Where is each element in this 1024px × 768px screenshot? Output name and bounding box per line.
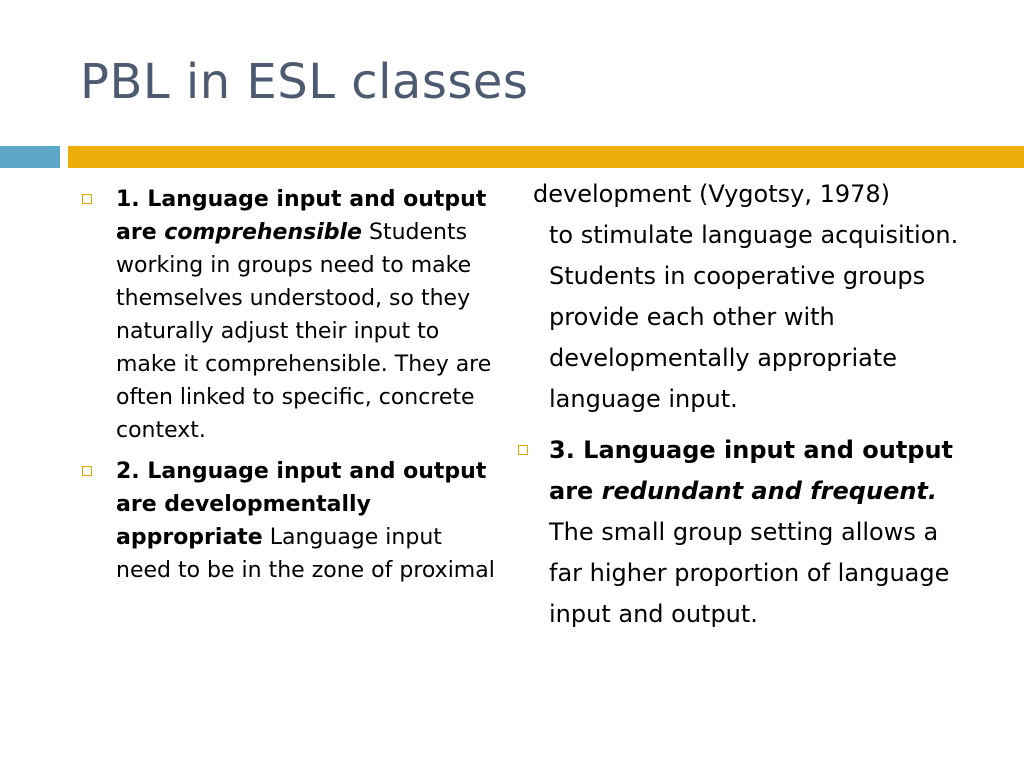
item2-heading: 2. Language input and output are developmentally appropriate xyxy=(116,459,487,550)
bullet-item-2 xyxy=(80,455,495,587)
right-column xyxy=(513,174,973,643)
square-bullet-icon xyxy=(82,194,92,204)
accent-bar-blue xyxy=(0,146,60,168)
bullet-item-3 xyxy=(513,430,973,635)
item1-heading: 1. Language input and output are xyxy=(116,187,487,245)
bullet-item-1 xyxy=(80,183,495,447)
item2-body: Language input need to be in the zone of proximal xyxy=(116,525,495,583)
square-bullet-icon xyxy=(518,445,528,455)
left-column xyxy=(80,183,495,595)
item3-heading-emphasis: redundant and frequent. xyxy=(601,477,938,505)
continuation-text: to stimulate language acquisition. Students in cooperative groups provide each other with developmentally appropriate language input. xyxy=(549,221,959,413)
item1-body: Students working in groups need to make themselves understood, so they naturally adjust their input to make it comprehensible. They are often linked to specific, concrete context. xyxy=(116,220,492,443)
item3-heading: 3. Language input and output are xyxy=(549,436,954,505)
continuation-first-line: development (Vygotsy, 1978) xyxy=(533,180,891,208)
accent-bar-gold xyxy=(68,146,1024,168)
square-bullet-icon xyxy=(82,466,92,476)
item1-heading-emphasis: comprehensible xyxy=(164,220,362,245)
item3-body: The small group setting allows a far higher proportion of language input and output. xyxy=(549,518,950,628)
slide-title: PBL in ESL classes xyxy=(80,54,529,110)
